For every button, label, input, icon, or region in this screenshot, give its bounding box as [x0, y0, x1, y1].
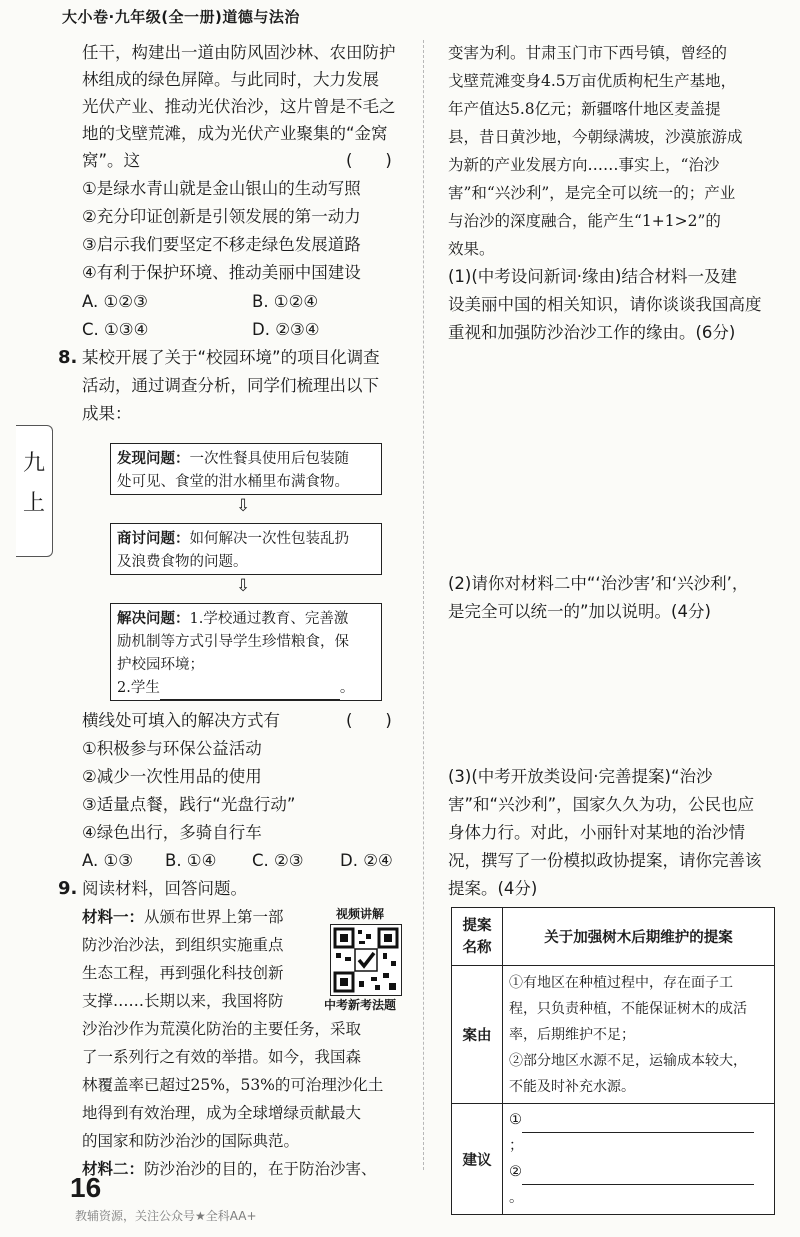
sub1-line-2: 设美丽中国的相关知识，请你谈谈我国高度 — [448, 295, 762, 314]
flow-box-discuss — [110, 523, 382, 575]
proposal-table — [451, 907, 775, 1215]
proposal-reason-label: 案由 — [452, 966, 503, 1104]
q8-item-4: ④绿色出行，多骑自行车 — [82, 823, 262, 842]
flow-box-discover-text-2: 处可见、食堂的泔水桶里布满食物。 — [117, 474, 349, 490]
q7-option-c: C. ①③④ — [82, 320, 149, 339]
material1-line-6: 了一系列行之有效的举措。如今，我国森 — [82, 1048, 362, 1066]
footer-watermark: 教辅资源，关注公众号★全科AA+ — [75, 1209, 257, 1223]
reason-line-2: 程，只负责种植，不能保证树木的成活 — [509, 1000, 747, 1017]
flow-box-discuss-label: 商讨问题： — [117, 531, 190, 547]
page-header-title: 大小卷·九年级(全一册)道德与法治 — [62, 8, 300, 26]
material1-line-3: 生态工程，再到强化科技创新 — [82, 964, 284, 982]
material1-line-2: 防沙治沙法，到组织实施重点 — [82, 936, 284, 954]
q7-item-3: ③启示我们要坚定不移走绿色发展道路 — [82, 235, 361, 254]
reason-line-4: ②部分地区水源不足，运输成本较大， — [509, 1052, 747, 1069]
flow-arrow-1: ⇩ — [236, 496, 251, 516]
q7-option-b: B. ①②④ — [252, 292, 319, 311]
q8-item-2: ②减少一次性用品的使用 — [82, 767, 262, 786]
flow-box-solve-end: 。 — [339, 680, 355, 696]
material2-line-4: 年产值达5.8亿元；新疆喀什地区麦盖提 — [448, 100, 721, 118]
q7-line-3: 光伏产业、推动光伏治沙，这片曾是不毛之 — [82, 97, 396, 116]
material2-line-7: 害”和“兴沙利”，是完全可以统一的；产业 — [448, 184, 736, 202]
proposal-advice-label: 建议 — [452, 1104, 503, 1215]
flow-arrow-2: ⇩ — [236, 576, 251, 596]
proposal-name-value: 关于加强树木后期维护的提案 — [503, 908, 775, 966]
q8-prompt: 横线处可填入的解决方式有 — [82, 711, 280, 730]
table-row — [452, 966, 775, 1104]
proposal-advice-cell — [503, 1104, 775, 1215]
material1-label: 材料一： — [82, 908, 145, 926]
table-row — [452, 1104, 775, 1215]
q7-line-2: 林组成的绿色屏障。与此同时，大力发展 — [82, 70, 379, 89]
sub3-line-5: 提案。(4分) — [448, 879, 538, 898]
advice-1-end: ； — [509, 1138, 524, 1154]
qr-label-top: 视频讲解 — [336, 907, 385, 921]
reason-line-3: 率，后期维护不足； — [509, 1026, 635, 1043]
advice-2-end: 。 — [509, 1190, 524, 1206]
qr-code-icon — [331, 925, 401, 995]
proposal-reason-cell — [503, 966, 775, 1104]
column-divider — [423, 40, 424, 1170]
material2-line-3: 戈壁荒滩变身4.5万亩优质枸杞生产基地， — [448, 72, 737, 90]
flow-box-discuss-text-1: 如何解决一次性包装乱扔 — [189, 531, 349, 547]
flow-box-solve-line2: 2.学生 — [117, 680, 160, 696]
material2-line-1: 防沙治沙的目的，在于防治沙害、 — [144, 1160, 377, 1178]
q7-line-5: 窝”。这 — [82, 151, 141, 170]
proposal-name-label — [452, 908, 503, 966]
sub3-line-4: 况，撰写了一份模拟政协提案，请你完善该 — [448, 851, 762, 870]
reason-line-1: ①有地区在种植过程中，存在面子工 — [509, 974, 733, 991]
qr-label-bottom: 中考新考法题 — [324, 998, 397, 1012]
advice-1-marker: ① — [509, 1112, 522, 1128]
q8-option-a: A. ①③ — [82, 851, 134, 870]
q8-stem-3: 成果： — [82, 404, 132, 423]
material1-first — [82, 904, 284, 930]
q8-option-b: B. ①④ — [165, 851, 217, 870]
table-row — [452, 908, 775, 966]
q8-option-d: D. ②④ — [340, 851, 393, 870]
material2-line-8: 与治沙的深度融合，能产生“1+1>2”的 — [448, 212, 721, 230]
flow-box-discover-text-1: 一次性餐具使用后包装随 — [189, 451, 349, 467]
q7-option-a: A. ①②③ — [82, 292, 148, 311]
proposal-name-label-1: 提案 — [462, 917, 492, 934]
sub2-line-2: 是完全可以统一的”加以说明。(4分) — [448, 602, 711, 621]
sub3-line-1: (3)(中考开放类设问·完善提案)“治沙 — [448, 767, 713, 786]
q8-stem-2: 活动，通过调查分析，同学们梳理出以下 — [82, 376, 379, 395]
flow-box-discover — [110, 443, 382, 495]
material2-line-5: 县，昔日黄沙地，今朝绿满坡，沙漠旅游成 — [448, 128, 743, 146]
material2-line-9: 效果。 — [448, 240, 495, 258]
material1-line-8: 地得到有效治理，成为全球增绿贡献最大 — [82, 1104, 362, 1122]
flow-box-solve-text-2: 励机制等方式引导学生珍惜粮食，保 — [117, 634, 349, 650]
material2-first — [82, 1156, 377, 1182]
q9-number: 9. — [58, 878, 78, 899]
page-number: 16 — [70, 1172, 102, 1203]
q7-line-1: 任干，构建出一道由防风固沙林、农田防护 — [82, 43, 396, 62]
material1-line-7: 林覆盖率已超过25%，53%的可治理沙化土 — [82, 1076, 384, 1094]
material1-line-5: 沙治沙作为荒漠化防治的主要任务，采取 — [82, 1020, 362, 1038]
material1-line-9: 的国家和防沙治沙的国际典范。 — [82, 1132, 300, 1150]
advice-1-blank[interactable] — [522, 1132, 754, 1133]
sub1-line-1: (1)(中考设问新词·缘由)结合材料一及建 — [448, 267, 737, 286]
q7-option-d: D. ②③④ — [252, 320, 320, 339]
q7-item-2: ②充分印证创新是引领发展的第一动力 — [82, 207, 361, 226]
q7-item-4: ④有利于保护环境、推动美丽中国建设 — [82, 263, 361, 282]
qr-code[interactable] — [330, 924, 402, 996]
proposal-name-label-2: 名称 — [462, 939, 492, 956]
flow-box-solve-text-3: 护校园环境； — [117, 657, 204, 673]
sub1-line-3: 重视和加强防沙治沙工作的缘由。(6分) — [448, 323, 736, 342]
flow-box-solve-text-1: 1.学校通过教育、完善激 — [189, 611, 349, 627]
flow-box-solve-label: 解决问题： — [117, 611, 190, 627]
q8-item-1: ①积极参与环保公益活动 — [82, 739, 262, 758]
flow-box-discover-label: 发现问题： — [117, 451, 190, 467]
q7-line-4: 地的戈壁荒滩，成为光伏产业聚集的“金窝 — [82, 124, 388, 143]
q8-number: 8. — [58, 347, 78, 368]
q7-answer-paren: ( ) — [346, 151, 392, 170]
q8-item-3: ③适量点餐，践行“光盘行动” — [82, 795, 296, 814]
q9-stem: 阅读材料，回答问题。 — [82, 879, 247, 898]
side-tab-char-1: 九 — [22, 451, 45, 476]
q8-option-c: C. ②③ — [252, 851, 304, 870]
sub3-line-3: 身体力行。对此，小丽针对某地的治沙情 — [448, 823, 745, 842]
advice-2-blank[interactable] — [522, 1184, 754, 1185]
sub2-line-1: (2)请你对材料二中“‘治沙害’和‘兴沙利’， — [448, 574, 749, 593]
material2-label: 材料二： — [82, 1160, 145, 1178]
advice-2-marker: ② — [509, 1164, 522, 1180]
flow-box-solve — [110, 603, 382, 701]
material2-line-6: 为新的产业发展方向……事实上，“治沙 — [448, 156, 720, 174]
sub3-line-2: 害”和“兴沙利”，国家久久为功，公民也应 — [448, 795, 755, 814]
material1-line-4: 支撑……长期以来，我国将防 — [82, 992, 284, 1010]
q8-stem-1: 某校开展了关于“校园环境”的项目化调查 — [82, 348, 380, 367]
answer-blank[interactable] — [160, 699, 340, 700]
material1-line-1: 从颁布世界上第一部 — [144, 908, 284, 926]
flow-box-discuss-text-2: 及浪费食物的问题。 — [117, 554, 248, 570]
q7-item-1: ①是绿水青山就是金山银山的生动写照 — [82, 179, 361, 198]
material2-line-2: 变害为利。甘肃玉门市下西号镇，曾经的 — [448, 44, 728, 62]
side-tab — [16, 425, 53, 557]
q8-answer-paren: ( ) — [346, 711, 392, 730]
reason-line-5: 不能及时补充水源。 — [509, 1078, 635, 1095]
side-tab-char-2: 上 — [22, 491, 45, 516]
